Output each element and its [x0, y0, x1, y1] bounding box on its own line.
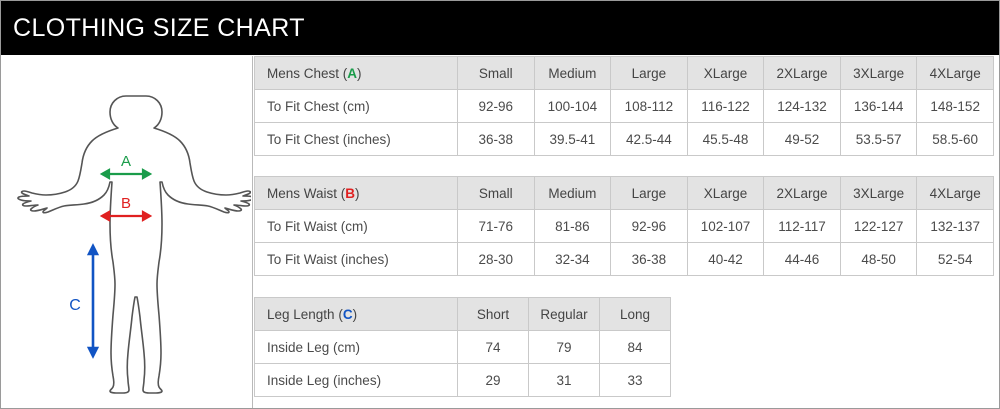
table-row [255, 210, 994, 243]
column-header: Medium [534, 57, 611, 90]
table-cell: 116-122 [687, 90, 764, 123]
size-tables [254, 56, 1000, 409]
column-header: Regular [529, 298, 600, 331]
column-header: XLarge [687, 177, 764, 210]
table-title-cell [255, 177, 458, 210]
table-cell: 132-137 [917, 210, 994, 243]
table-gap [254, 276, 1000, 297]
table-cell: 122-127 [840, 210, 917, 243]
table-title-tag: C [342, 306, 353, 322]
table-cell: 53.5-57 [840, 123, 917, 156]
table-mens-chest [254, 56, 994, 156]
row-label: To Fit Chest (cm) [255, 90, 458, 123]
table-cell: 148-152 [917, 90, 994, 123]
row-label: Inside Leg (inches) [255, 364, 458, 397]
table-cell: 29 [458, 364, 529, 397]
table-cell: 124-132 [764, 90, 841, 123]
table-header-row [255, 298, 671, 331]
table-cell: 45.5-48 [687, 123, 764, 156]
table-cell: 58.5-60 [917, 123, 994, 156]
table-title-text: Mens Waist ( [267, 185, 346, 201]
table-cell: 136-144 [840, 90, 917, 123]
table-title-close: ) [355, 185, 360, 201]
column-header: Small [458, 177, 535, 210]
table-row [255, 123, 994, 156]
table-title-text: Mens Chest ( [267, 65, 348, 81]
table-mens-waist [254, 176, 994, 276]
page-title: CLOTHING SIZE CHART [13, 13, 305, 42]
table-cell: 36-38 [611, 243, 688, 276]
column-header: Small [458, 57, 535, 90]
column-header: 2XLarge [764, 177, 841, 210]
column-header: Short [458, 298, 529, 331]
table-cell: 102-107 [687, 210, 764, 243]
table-cell: 112-117 [764, 210, 841, 243]
column-header: 3XLarge [840, 57, 917, 90]
column-header: Large [611, 177, 688, 210]
table-cell: 92-96 [458, 90, 535, 123]
row-label: To Fit Waist (inches) [255, 243, 458, 276]
table-cell: 100-104 [534, 90, 611, 123]
body-diagram [1, 56, 251, 407]
table-cell: 71-76 [458, 210, 535, 243]
table-cell: 49-52 [764, 123, 841, 156]
table-header-row [255, 57, 994, 90]
table-cell: 52-54 [917, 243, 994, 276]
column-header: 2XLarge [764, 57, 841, 90]
table-title-cell [255, 298, 458, 331]
table-title-tag: A [347, 65, 358, 81]
table-row [255, 364, 671, 397]
table-title-close: ) [352, 306, 358, 322]
table-gap [254, 156, 1000, 176]
column-header: Medium [534, 177, 611, 210]
figure-label-a: A [120, 153, 132, 170]
table-title-text: Leg Length ( [267, 306, 343, 322]
table-cell: 81-86 [534, 210, 611, 243]
column-header: XLarge [687, 57, 764, 90]
row-label: To Fit Chest (inches) [255, 123, 458, 156]
column-header: Long [600, 298, 671, 331]
body-figure-panel [1, 56, 253, 409]
page-header [1, 1, 1000, 55]
table-cell: 28-30 [458, 243, 535, 276]
table-cell: 32-34 [534, 243, 611, 276]
table-leg-length [254, 297, 671, 397]
table-cell: 31 [529, 364, 600, 397]
table-cell: 42.5-44 [611, 123, 688, 156]
table-title-cell [255, 57, 458, 90]
table-cell: 108-112 [611, 90, 688, 123]
column-header: Large [611, 57, 688, 90]
row-label: Inside Leg (cm) [255, 331, 458, 364]
figure-label-b: B [120, 195, 132, 212]
table-cell: 84 [600, 331, 671, 364]
column-header: 3XLarge [840, 177, 917, 210]
table-title-close: ) [357, 65, 362, 81]
table-cell: 92-96 [611, 210, 688, 243]
table-row [255, 90, 994, 123]
table-row [255, 331, 671, 364]
table-cell: 44-46 [764, 243, 841, 276]
row-label: To Fit Waist (cm) [255, 210, 458, 243]
table-cell: 79 [529, 331, 600, 364]
table-cell: 40-42 [687, 243, 764, 276]
table-row [255, 243, 994, 276]
table-cell: 48-50 [840, 243, 917, 276]
table-cell: 39.5-41 [534, 123, 611, 156]
column-header: 4XLarge [917, 177, 994, 210]
figure-label-c: C [69, 297, 81, 314]
table-cell: 36-38 [458, 123, 535, 156]
column-header: 4XLarge [917, 57, 994, 90]
table-cell: 33 [600, 364, 671, 397]
table-title-tag: B [345, 185, 356, 201]
table-header-row [255, 177, 994, 210]
inside-leg-measure-arrow [89, 246, 97, 356]
table-cell: 74 [458, 331, 529, 364]
